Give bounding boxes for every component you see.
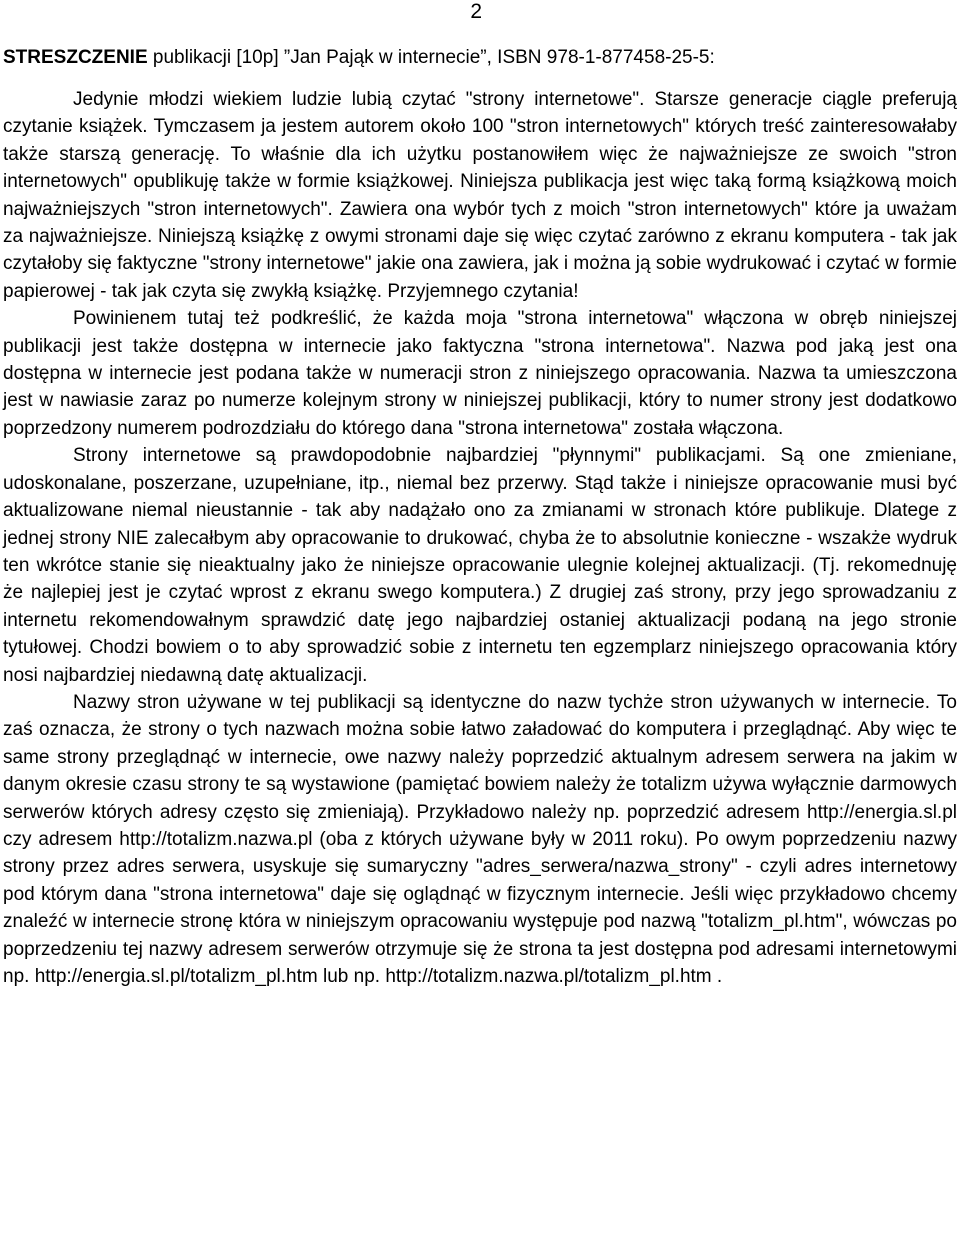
document-body: [3, 44, 957, 990]
paragraph-availability: Powinienem tutaj też podkreślić, że każda moja "strona internetowa" włączona w obręb niniejszej publikacji jest także dostępna w internecie jako faktyczna "strona internetowa". Nazwa pod jaką jest ona dostępna w internecie jest podana także w numeracji stron z niniejszego opracowania. Nazwa ta umieszczona jest w nawiasie zaraz po numerze kolejnym strony w niniejszej publikacji, który to numer strony jest dodatkowo poprzedzony numerem podrozdziału do którego dana "strona internetowa" została włączona.: [3, 308, 957, 439]
paragraph-updates: Strony internetowe są prawdopodobnie najbardziej "płynnymi" publikacjami. Są one zmieniane, udoskonalane, poszerzane, uzupełniane, itp., niemal bez przerwy. Stąd także i niniejsze opracowanie musi być aktualizowane niemal nieustannie - tak aby nadążało ono za zmianami w stronach które publikuje. Dlatege z jednej strony NIE zalecałbym aby opracowanie to drukować, chyba że to absolutnie konieczne - wszakże wydruk ten wkrótce stanie się nieaktualny jako że niniejsze opracowanie ulegnie kolejnej aktualizacji. (Tj. rekomednuję że najlepiej jest je czytać wprost z ekranu swego komputera.) Z drugiej zaś strony, przy jego sprowadzaniu z internetu rekomendowałnym sprawdzić datę jego najbardziej ostaniej aktualizacji podaną na jego stronie tytułowej. Chodzi bowiem o to aby sprowadzić sobie z internetu ten egzemplarz niniejszego opracowania który nosi najbardziej niedawną datę aktualizacji.: [3, 445, 957, 686]
paragraph-page-names: Nazwy stron używane w tej publikacji są identyczne do nazw tychże stron używanych w internecie. To zaś oznacza, że strony o tych nazwach można sobie łatwo załadować do komputera i przeglądnąć. Aby więc te same strony przeglądnąć w internecie, owe nazwy należy poprzedzić aktualnym adresem serwera na jakim w danym okresie czasu strony te są wystawione (pamiętać bowiem należy że totalizm używa wyłącznie darmowych serwerów których adresy często się zmieniają). Przykładowo należy np. poprzedzić adresem http://energia.sl.pl czy adresem http://totalizm.nazwa.pl (oba z których używane były w 2011 roku). Po owym poprzedzeniu nazwy strony przez adres serwera, usyskuje się sumaryczny "adres_serwera/nazwa_strony" - czyli adres internetowy pod którym dana "strona internetowa" daje się oglądnąć w fizycznym internecie. Jeśli więc przykładowo chcemy znaleźć w internecie stronę która w niniejszym opracowaniu występuje pod nazwą "totalizm_pl.htm", wówczas po poprzedzeniu tej nazwy adresem serwerów otrzymuje się że strona ta jest dostępna pod adresami internetowymi np. http://energia.sl.pl/totalizm_pl.htm lub np. http://totalizm.nazwa.pl/totalizm_pl.htm .: [3, 691, 957, 987]
page-number: 2: [470, 0, 482, 23]
summary-heading-title: publikacji [10p] ”Jan Pająk w internecie”, ISBN 978-1-877458-25-5:: [147, 47, 715, 68]
paragraph-intro: Jedynie młodzi wiekiem ludzie lubią czytać "strony internetowe". Starsze generacje ciągle preferują czytanie książek. Tymczasem ja jestem autorem około 100 "stron internetowych" których treść zainteresowałaby także starszą generację. To właśnie dla ich użytku postanowiłem więc że najważniejsze ze swoich "stron internetowych" opublikuję także w formie książkowej. Niniejsza publikacja jest więc taką formą książkową moich najważniejszych "stron internetowych". Zawiera ona wybór tych z moich "stron internetowych" które ja uważam za najważniejsze. Niniejszą książkę z owymi stronami daje się więc czytać zarówno z ekranu komputera - tak jak czytałoby się faktyczne "strony internetowe" jakie ona zawiera, jak i można ją sobie wydrukować i czytać w formie papierowej - tak jak czyta się zwykłą książkę. Przyjemnego czytania!: [3, 89, 957, 302]
summary-heading-label: STRESZCZENIE: [3, 47, 148, 68]
summary-heading: [3, 44, 957, 71]
